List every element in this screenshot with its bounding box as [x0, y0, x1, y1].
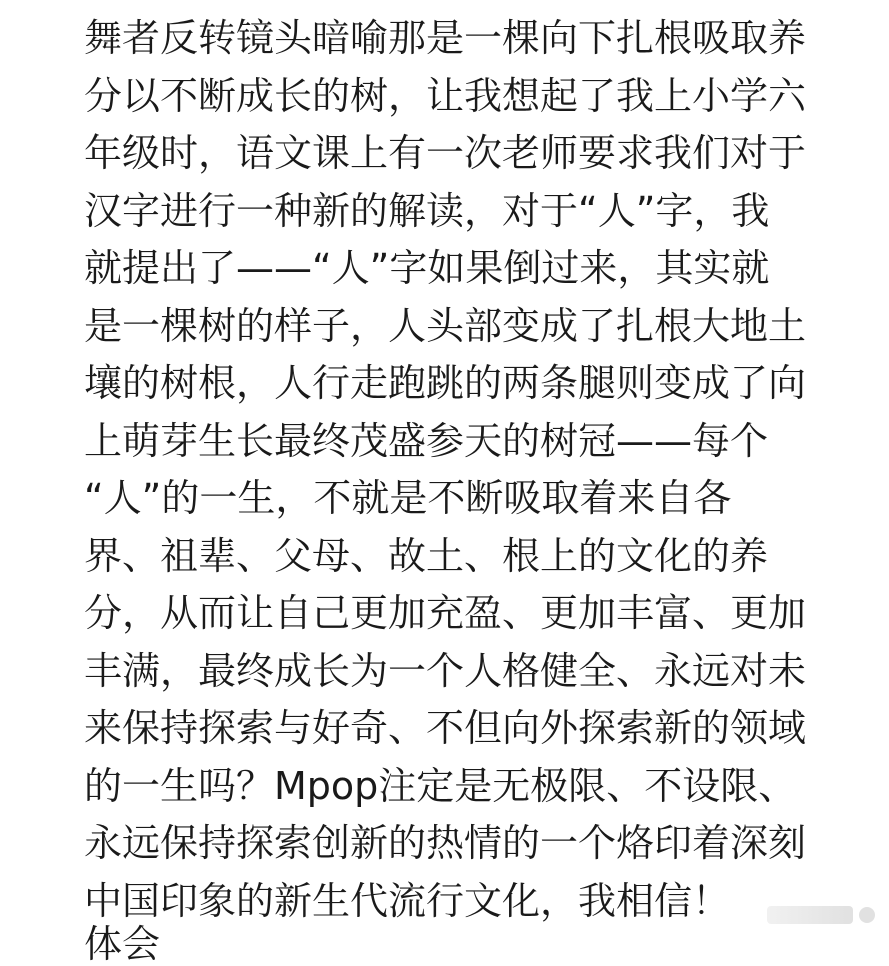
watermark-bar [767, 906, 853, 924]
text-line: 永远保持探索创新的热情的一个烙印着深刻 [84, 821, 807, 865]
cutoff-text-line: 体会 [84, 922, 161, 966]
text-line: 汉字进行一种新的解读，对于“人”字，我 [84, 188, 770, 233]
text-line: 就提出了——“人”字如果倒过来，其实就 [84, 246, 770, 290]
post-text [84, 10, 874, 930]
watermark-dot [859, 907, 875, 923]
text-line: 舞者反转镜头暗喻那是一棵向下扎根吸取养 [84, 16, 807, 60]
text-line: 来保持探索与好奇、不但向外探索新的领域 [84, 706, 807, 750]
watermark-icon [760, 898, 875, 932]
text-line: 分，从而让自己更加充盈、更加丰富、更加 [84, 591, 807, 635]
text-line: “人”的一生，不就是不断吸取着来自各 [84, 476, 732, 520]
text-line: 界、祖辈、父母、故土、根上的文化的养 [84, 533, 769, 578]
text-line: 上萌芽生长最终茂盛参天的树冠——每个 [84, 418, 769, 463]
text-line: 年级时，语文课上有一次老师要求我们对于 [84, 131, 807, 175]
text-line: 丰满，最终成长为一个人格健全、永远对未 [84, 648, 807, 693]
text-line: 是一棵树的样子，人头部变成了扎根大地土 [84, 303, 807, 348]
text-line: 分以不断成长的树，让我想起了我上小学六 [84, 73, 807, 118]
text-line: 壤的树根，人行走跑跳的两条腿则变成了向 [84, 361, 807, 405]
text-line: 中国印象的新生代流行文化，我相信！ [84, 878, 731, 923]
text-line: 的一生吗？Mpop注定是无极限、不设限、 [84, 763, 797, 808]
